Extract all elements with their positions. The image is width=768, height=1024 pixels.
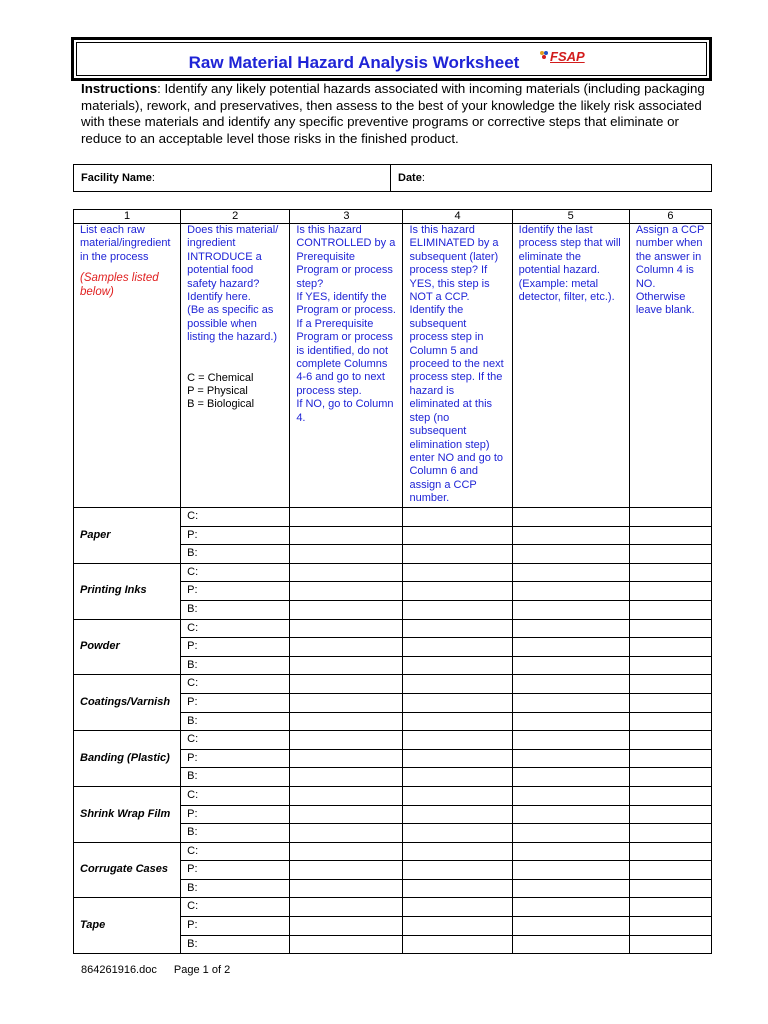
entry-cell[interactable]	[403, 656, 512, 675]
column-number-row	[74, 210, 712, 224]
hazard-cell[interactable]: P:	[181, 582, 290, 601]
hazard-legend: C = Chemical P = Physical B = Biological	[187, 371, 255, 411]
entry-cell[interactable]	[512, 731, 629, 750]
entry-cell[interactable]	[403, 898, 512, 917]
entry-cell[interactable]	[512, 619, 629, 638]
column-number: 4	[403, 210, 512, 224]
column-number: 5	[512, 210, 629, 224]
entry-cell[interactable]	[512, 749, 629, 768]
entry-cell[interactable]	[512, 861, 629, 880]
col3-description	[290, 224, 403, 508]
material-name: Paper	[74, 508, 181, 564]
entry-cell[interactable]	[629, 545, 711, 564]
table-row	[74, 842, 712, 861]
table-row	[74, 786, 712, 805]
page-title: Raw Material Hazard Analysis Worksheet	[188, 53, 520, 72]
date-field[interactable]	[391, 165, 712, 192]
fsap-logo-icon	[539, 50, 549, 60]
entry-cell[interactable]	[290, 675, 403, 694]
entry-cell[interactable]	[512, 917, 629, 936]
entry-cell[interactable]	[629, 768, 711, 787]
material-name: Tape	[74, 898, 181, 954]
entry-cell[interactable]	[290, 600, 403, 619]
entry-cell[interactable]	[629, 786, 711, 805]
material-name: Banding (Plastic)	[74, 731, 181, 787]
material-name: Powder	[74, 619, 181, 675]
hazard-cell[interactable]: C:	[181, 675, 290, 694]
date-colon: :	[421, 172, 425, 184]
hazard-cell[interactable]: C:	[181, 786, 290, 805]
fsap-logo	[550, 49, 585, 64]
hazard-cell[interactable]: P:	[181, 749, 290, 768]
entry-cell[interactable]	[290, 712, 403, 731]
date-label: Date	[398, 172, 422, 184]
entry-cell[interactable]	[290, 842, 403, 861]
hazard-cell[interactable]: C:	[181, 563, 290, 582]
entry-cell[interactable]	[290, 731, 403, 750]
column-number: 3	[290, 210, 403, 224]
entry-cell[interactable]	[290, 693, 403, 712]
entry-cell[interactable]	[403, 619, 512, 638]
entry-cell[interactable]	[290, 861, 403, 880]
entry-cell[interactable]	[512, 693, 629, 712]
entry-cell[interactable]	[512, 898, 629, 917]
entry-cell[interactable]	[629, 731, 711, 750]
material-name: Corrugate Cases	[74, 842, 181, 898]
entry-cell[interactable]	[629, 508, 711, 527]
entry-cell[interactable]	[290, 619, 403, 638]
entry-cell[interactable]	[629, 656, 711, 675]
hazard-cell[interactable]: C:	[181, 508, 290, 527]
entry-cell[interactable]	[512, 508, 629, 527]
entry-cell[interactable]	[629, 675, 711, 694]
entry-cell[interactable]	[629, 693, 711, 712]
entry-cell[interactable]	[290, 935, 403, 954]
entry-cell[interactable]	[290, 917, 403, 936]
facility-colon: :	[151, 172, 155, 184]
material-name: Coatings/Varnish	[74, 675, 181, 731]
col6-description	[629, 224, 711, 508]
entry-cell[interactable]	[512, 600, 629, 619]
entry-cell[interactable]	[403, 786, 512, 805]
entry-cell[interactable]	[403, 508, 512, 527]
entry-cell[interactable]	[290, 526, 403, 545]
entry-cell[interactable]	[403, 545, 512, 564]
hazard-cell[interactable]: C:	[181, 731, 290, 750]
entry-cell[interactable]	[403, 805, 512, 824]
entry-cell[interactable]	[290, 749, 403, 768]
facility-name-label: Facility Name	[81, 172, 152, 184]
footer-doc-name: 864261916.doc	[81, 964, 157, 976]
entry-cell[interactable]	[629, 600, 711, 619]
entry-cell[interactable]	[290, 898, 403, 917]
entry-cell[interactable]	[290, 824, 403, 843]
table-row	[74, 898, 712, 917]
facility-table	[73, 164, 712, 192]
col5-text: Identify the last process step that will eliminate the potential hazard. (Example: metal detector, filter, etc.).	[518, 224, 621, 304]
hazard-cell[interactable]: C:	[181, 619, 290, 638]
hazard-cell[interactable]: B:	[181, 712, 290, 731]
hazard-cell[interactable]: B:	[181, 545, 290, 564]
entry-cell[interactable]	[512, 824, 629, 843]
entry-cell[interactable]	[512, 526, 629, 545]
entry-cell[interactable]	[290, 582, 403, 601]
hazard-cell[interactable]: P:	[181, 805, 290, 824]
title-box	[71, 37, 712, 81]
col2-text: Does this material/ ingredient INTRODUCE a potential food safety hazard? Identify here. (Be as specific as possible when listing the hazard.)	[187, 224, 279, 344]
entry-cell[interactable]	[290, 563, 403, 582]
col4-text: Is this hazard ELIMINATED by a subsequent (later) process step? If YES, this step is NOT a CCP. Identify the subsequent process step in Column 5 and proceed to the next process step. If the hazard is eliminated at this step (no subsequent elimination step) enter NO and go to Column 6 and assign a CCP number.	[409, 224, 504, 505]
entry-cell[interactable]	[629, 824, 711, 843]
hazard-cell[interactable]: C:	[181, 898, 290, 917]
hazard-cell[interactable]: B:	[181, 656, 290, 675]
entry-cell[interactable]	[403, 842, 512, 861]
entry-cell[interactable]	[290, 638, 403, 657]
col3-text: Is this hazard CONTROLLED by a Prerequisite Program or process step? If YES, identify the Program or process. If a Prerequisite Program or process is identified, do not complete Columns 4-6 and go to next process step. If NO, go to Column 4.	[296, 224, 396, 424]
column-number: 1	[74, 210, 181, 224]
entry-cell[interactable]	[512, 879, 629, 898]
hazard-cell[interactable]: P:	[181, 638, 290, 657]
entry-cell[interactable]	[403, 563, 512, 582]
material-name: Printing Inks	[74, 563, 181, 619]
col5-description	[512, 224, 629, 508]
entry-cell[interactable]	[290, 545, 403, 564]
entry-cell[interactable]	[290, 508, 403, 527]
hazard-cell[interactable]: P:	[181, 526, 290, 545]
table-row	[74, 563, 712, 582]
entry-cell[interactable]	[512, 545, 629, 564]
entry-cell[interactable]	[403, 768, 512, 787]
entry-cell[interactable]	[403, 693, 512, 712]
entry-cell[interactable]	[629, 805, 711, 824]
entry-cell[interactable]	[629, 619, 711, 638]
hazard-cell[interactable]: P:	[181, 693, 290, 712]
entry-cell[interactable]	[629, 749, 711, 768]
entry-cell[interactable]	[512, 656, 629, 675]
hazard-cell[interactable]: C:	[181, 842, 290, 861]
facility-name-field[interactable]	[74, 165, 391, 192]
col1-description	[74, 224, 181, 508]
entry-cell[interactable]	[512, 563, 629, 582]
entry-cell[interactable]	[629, 935, 711, 954]
entry-cell[interactable]	[512, 582, 629, 601]
entry-cell[interactable]	[629, 898, 711, 917]
entry-cell[interactable]	[629, 563, 711, 582]
entry-cell[interactable]	[629, 712, 711, 731]
hazard-cell[interactable]: B:	[181, 768, 290, 787]
entry-cell[interactable]	[403, 675, 512, 694]
material-name: Shrink Wrap Film	[74, 786, 181, 842]
table-row	[74, 731, 712, 750]
hazard-table	[73, 209, 712, 954]
entry-cell[interactable]	[403, 638, 512, 657]
entry-cell[interactable]	[512, 805, 629, 824]
hazard-cell[interactable]: B:	[181, 600, 290, 619]
entry-cell[interactable]	[403, 600, 512, 619]
entry-cell[interactable]	[512, 842, 629, 861]
entry-cell[interactable]	[512, 768, 629, 787]
col1-text: List each raw material/ingredient in the process	[80, 224, 171, 263]
hazard-cell[interactable]: B:	[181, 935, 290, 954]
instructions-label: Instructions	[81, 81, 158, 96]
col6-text: Assign a CCP number when the answer in Column 4 is NO. Otherwise leave blank.	[635, 224, 705, 317]
entry-cell[interactable]	[403, 582, 512, 601]
entry-cell[interactable]	[403, 712, 512, 731]
entry-cell[interactable]	[290, 786, 403, 805]
instructions-text: : Identify any likely potential hazards associated with incoming materials (including packaging materials), rework, and preservatives, then assess to the best of your knowledge the likely risk associated with these materials and identify any specific preventive programs or corrective steps that eliminate or reduce to an acceptable level those risks in the finished product.	[81, 81, 705, 146]
column-number: 2	[181, 210, 290, 224]
hazard-cell[interactable]: B:	[181, 824, 290, 843]
entry-cell[interactable]	[512, 712, 629, 731]
table-row	[74, 508, 712, 527]
logo-text: FSAP	[550, 49, 585, 64]
material-rows	[74, 508, 712, 954]
entry-cell[interactable]	[290, 656, 403, 675]
entry-cell[interactable]	[403, 861, 512, 880]
entry-cell[interactable]	[512, 935, 629, 954]
entry-cell[interactable]	[512, 786, 629, 805]
entry-cell[interactable]	[512, 675, 629, 694]
entry-cell[interactable]	[403, 731, 512, 750]
entry-cell[interactable]	[290, 768, 403, 787]
table-row	[74, 675, 712, 694]
entry-cell[interactable]	[629, 582, 711, 601]
instructions	[81, 81, 711, 147]
col1-note: (Samples listed below)	[80, 272, 159, 298]
entry-cell[interactable]	[403, 917, 512, 936]
column-description-row	[74, 224, 712, 508]
entry-cell[interactable]	[403, 824, 512, 843]
hazard-cell[interactable]: P:	[181, 861, 290, 880]
col2-description	[181, 224, 290, 508]
entry-cell[interactable]	[403, 526, 512, 545]
entry-cell[interactable]	[629, 842, 711, 861]
entry-cell[interactable]	[403, 935, 512, 954]
entry-cell[interactable]	[629, 917, 711, 936]
footer-page-number: Page 1 of 2	[173, 964, 231, 976]
col4-description	[403, 224, 512, 508]
column-number: 6	[629, 210, 711, 224]
entry-cell[interactable]	[629, 638, 711, 657]
table-row	[74, 619, 712, 638]
entry-cell[interactable]	[629, 861, 711, 880]
hazard-cell[interactable]: P:	[181, 917, 290, 936]
entry-cell[interactable]	[629, 526, 711, 545]
footer	[81, 964, 244, 976]
entry-cell[interactable]	[512, 638, 629, 657]
entry-cell[interactable]	[290, 805, 403, 824]
hazard-cell[interactable]: B:	[181, 879, 290, 898]
entry-cell[interactable]	[290, 879, 403, 898]
entry-cell[interactable]	[629, 879, 711, 898]
entry-cell[interactable]	[403, 879, 512, 898]
entry-cell[interactable]	[403, 749, 512, 768]
